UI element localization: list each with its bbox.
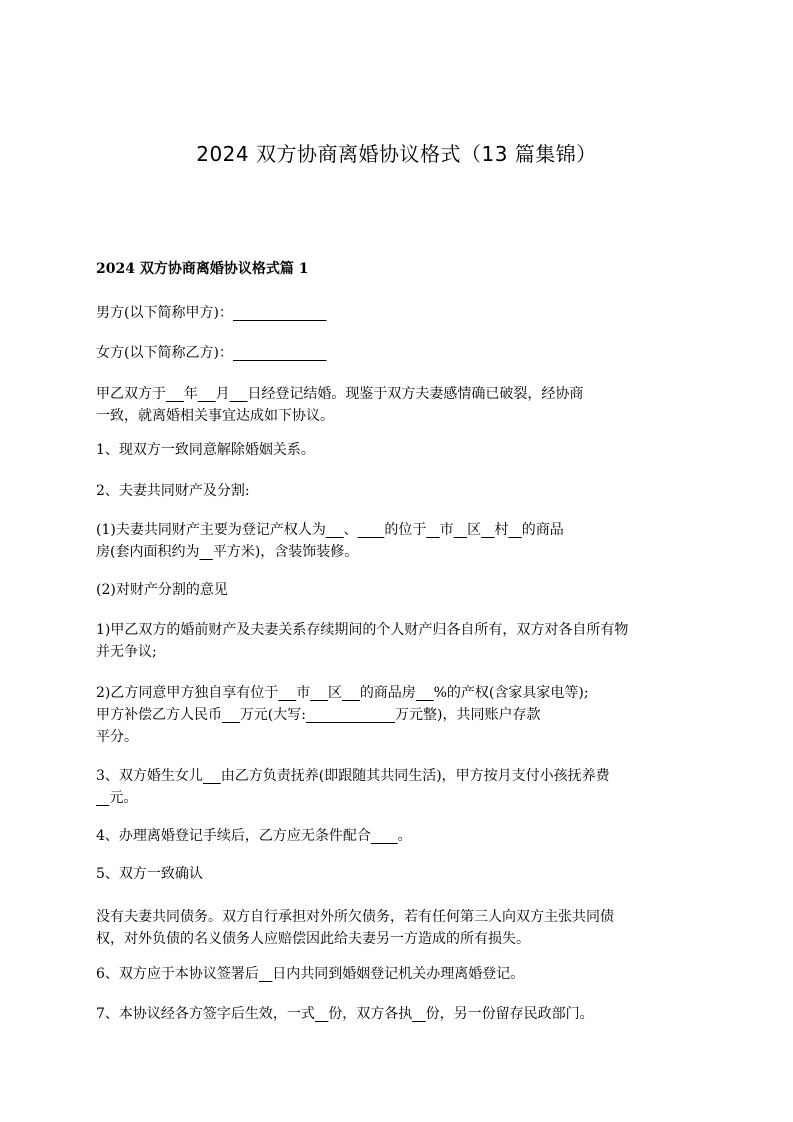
clause-2: 2、夫妻共同财产及分割: bbox=[96, 483, 250, 499]
blank-fill bbox=[315, 1006, 328, 1022]
blank-fill bbox=[310, 685, 328, 701]
section-heading: 2024 双方协商离婚协议格式篇 1 bbox=[96, 261, 309, 277]
blank-fill bbox=[416, 685, 434, 701]
blank-fill bbox=[233, 305, 326, 321]
male-party-line: 男方(以下简称甲方)： bbox=[96, 303, 708, 323]
blank-fill bbox=[199, 544, 212, 560]
blank-fill bbox=[203, 768, 221, 784]
blank-fill bbox=[230, 386, 248, 402]
clause-2-2: (2)对财产分割的意见 bbox=[96, 582, 228, 598]
blank-fill bbox=[371, 828, 398, 844]
blank-fill bbox=[306, 707, 395, 723]
document-title: 2024 双方协商离婚协议格式（13 篇集锦） bbox=[196, 142, 597, 166]
clause-5: 5、双方一致确认 bbox=[96, 866, 203, 882]
blank-fill bbox=[358, 522, 385, 538]
blank-fill bbox=[342, 685, 360, 701]
blank-fill bbox=[233, 345, 326, 361]
clause-5-detail: 没有夫妻共同债务。双方自行承担对外所欠债务，若有任何第三人向双方主张共同债 权，对外负债的名义债务人应赔偿因此给夫妻另一方造成的所有损失。 bbox=[96, 909, 614, 947]
blank-fill bbox=[166, 386, 184, 402]
blank-fill bbox=[96, 790, 109, 806]
blank-fill bbox=[426, 522, 439, 538]
blank-fill bbox=[259, 966, 272, 982]
clause-2-2-item-2: 2)乙方同意甲方独自享有位于 市 区 的商品房 %的产权(含家具家电等); 甲方补偿乙方人民币 万元(大写: 万元整)，共同账户存款 平分。 bbox=[96, 685, 589, 745]
blank-fill bbox=[454, 522, 467, 538]
blank-fill bbox=[412, 1006, 425, 1022]
marriage-registration-paragraph: 甲乙双方于 年 月 日经登记结婚。现鉴于双方夫妻感情确已破裂，经协商 一致，就离婚相关事宜达成如下协议。 bbox=[96, 386, 584, 424]
clause-1: 1、现双方一致同意解除婚姻关系。 bbox=[96, 442, 315, 458]
blank-fill bbox=[326, 522, 344, 538]
clause-6: 6、双方应于本协议签署后 日内共同到婚姻登记机关办理离婚登记。 bbox=[96, 966, 525, 982]
clause-7: 7、本协议经各方签字后生效，一式 份，双方各执 份，另一份留存民政部门。 bbox=[96, 1006, 594, 1022]
blank-fill bbox=[222, 707, 240, 723]
clause-4: 4、办理离婚登记手续后，乙方应无条件配合 。 bbox=[96, 828, 412, 844]
blank-fill bbox=[481, 522, 494, 538]
clause-2-2-item-1: 1)甲乙双方的婚前财产及夫妻关系存续期间的个人财产归各自所有，双方对各自所有物 并无争议; bbox=[96, 622, 629, 660]
blank-fill bbox=[508, 522, 521, 538]
female-party-line: 女方(以下简称乙方)： bbox=[96, 343, 708, 363]
clause-2-1: (1)夫妻共同财产主要为登记产权人为 、 的位于 市 区 村 的商品 房(套内面积约为 平方米)，含装饰装修。 bbox=[96, 522, 564, 560]
blank-fill bbox=[198, 386, 216, 402]
clause-3: 3、双方婚生女儿 由乙方负责抚养(即跟随其共同生活)，甲方按月支付小孩抚养费 元。 bbox=[96, 768, 610, 806]
blank-fill bbox=[278, 685, 296, 701]
